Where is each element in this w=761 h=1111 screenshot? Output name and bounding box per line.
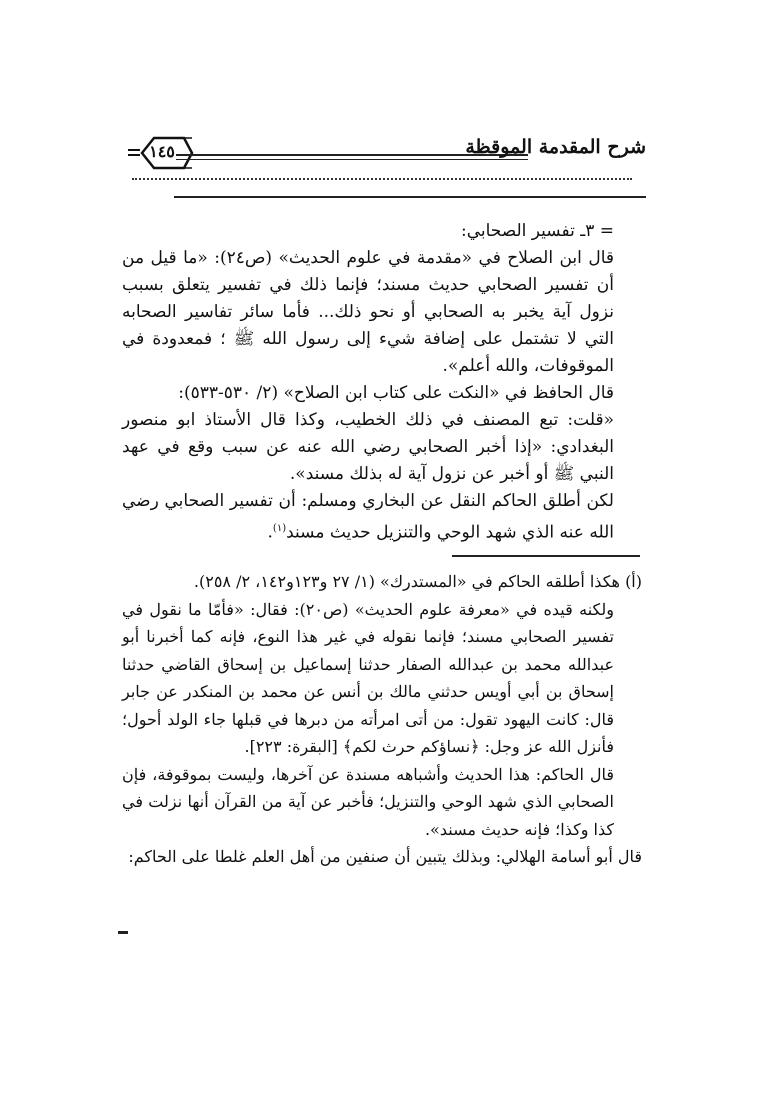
paragraph: قال الحافظ في «النكت على كتاب ابن الصلاح» (٢/ ٥٣٠-٥٣٣):	[178, 383, 614, 403]
footnote-separator	[452, 555, 640, 557]
page-number-badge	[128, 134, 196, 172]
footnote-paragraph: قال أبو أسامة الهلالي: وبذلك يتبين أن صنفين من أهل العلم غلطا على الحاكم:	[128, 847, 642, 866]
footnote-paragraph: (أ) هكذا أطلقه الحاكم في «المستدرك» (١/ ٢٧ و١٢٣و١٤٢، ٢/ ٢٥٨).	[193, 572, 642, 591]
main-text	[122, 218, 642, 547]
paragraph-with-footnote: لكن أطلق الحاكم النقل عن البخاري ومسلم: أن تفسير الصحابي رضي الله عنه الذي شهد الوحي والتنزيل حديث مسند$^{(١)}$.	[122, 491, 614, 543]
continuation-mark	[118, 931, 128, 934]
footnotes	[122, 568, 642, 871]
paragraph-text: لكن أطلق الحاكم النقل عن البخاري ومسلم: أن تفسير الصحابي رضي الله عنه الذي شهد الوحي والتنزيل حديث مسند	[122, 491, 614, 543]
paragraph: قال ابن الصلاح في «مقدمة في علوم الحديث» (ص٢٤): «ما قيل من أن تفسير الصحابي حديث مسند؛ فإنما ذلك في تفسير يتعلق بسبب نزول آية يخبر به الصحابي أو نحو ذلك... فأما سائر تفاسير الصحابه التي لا تشتمل على إضافة شيء إلى رسول الله ﷺ ؛ فمعدودة في الموقوفات، والله أعلم».	[122, 248, 614, 376]
page-number: ١٤٥	[149, 142, 175, 161]
footnote-reference: (١)	[272, 523, 287, 534]
header-dotted-rule	[132, 178, 632, 182]
running-title: شرح المقدمة الموقظة	[465, 136, 646, 158]
paragraph: «قلت: تبع المصنف في ذلك الخطيب، وكذا قال الأستاذ ابو منصور البغدادي: «إذا أخبر الصحابي رضي الله عنه عن سبب وقع في عهد النبي ﷺ أو أخبر عن نزول آية له بذلك مسند».	[122, 410, 614, 484]
section-heading: = ٣ـ تفسير الصحابي:	[460, 221, 614, 241]
header-bottom-rule	[174, 196, 646, 198]
footnote-paragraph: ولكنه قيده في «معرفة علوم الحديث» (ص٢٠): فقال: «فأمّا ما نقول في تفسير الصحابي مسند؛ فإنما نقوله في غير هذا النوع، فإنه كما أخبرنا أبو عبدالله محمد بن عبدالله الصفار حدثنا إسماعيل بن إسحاق القاضي حدثنا إسحاق بن أبي أويس حدثني مالك بن أنس عن محمد بن المنكدر عن جابر قال: كانت اليهود تقول: من أتى امرأته من دبرها في قبلها جاء الولد أحول؛ فأنزل الله عز وجل: ﴿نساؤكم حرث لكم﴾ [البقرة: ٢٢٣].	[122, 599, 614, 756]
header-double-rule-thin	[176, 159, 528, 160]
footnote-paragraph: قال الحاكم: هذا الحديث وأشباهه مسندة عن آخرها، وليست بموقوفة، فإن الصحابي الذي شهد الوحي والتنزيل؛ فأخبر عن آية من القرآن أنها نزلت في كذا وكذا؛ فإنه حديث مسند».	[122, 764, 614, 839]
page-header	[118, 128, 646, 198]
